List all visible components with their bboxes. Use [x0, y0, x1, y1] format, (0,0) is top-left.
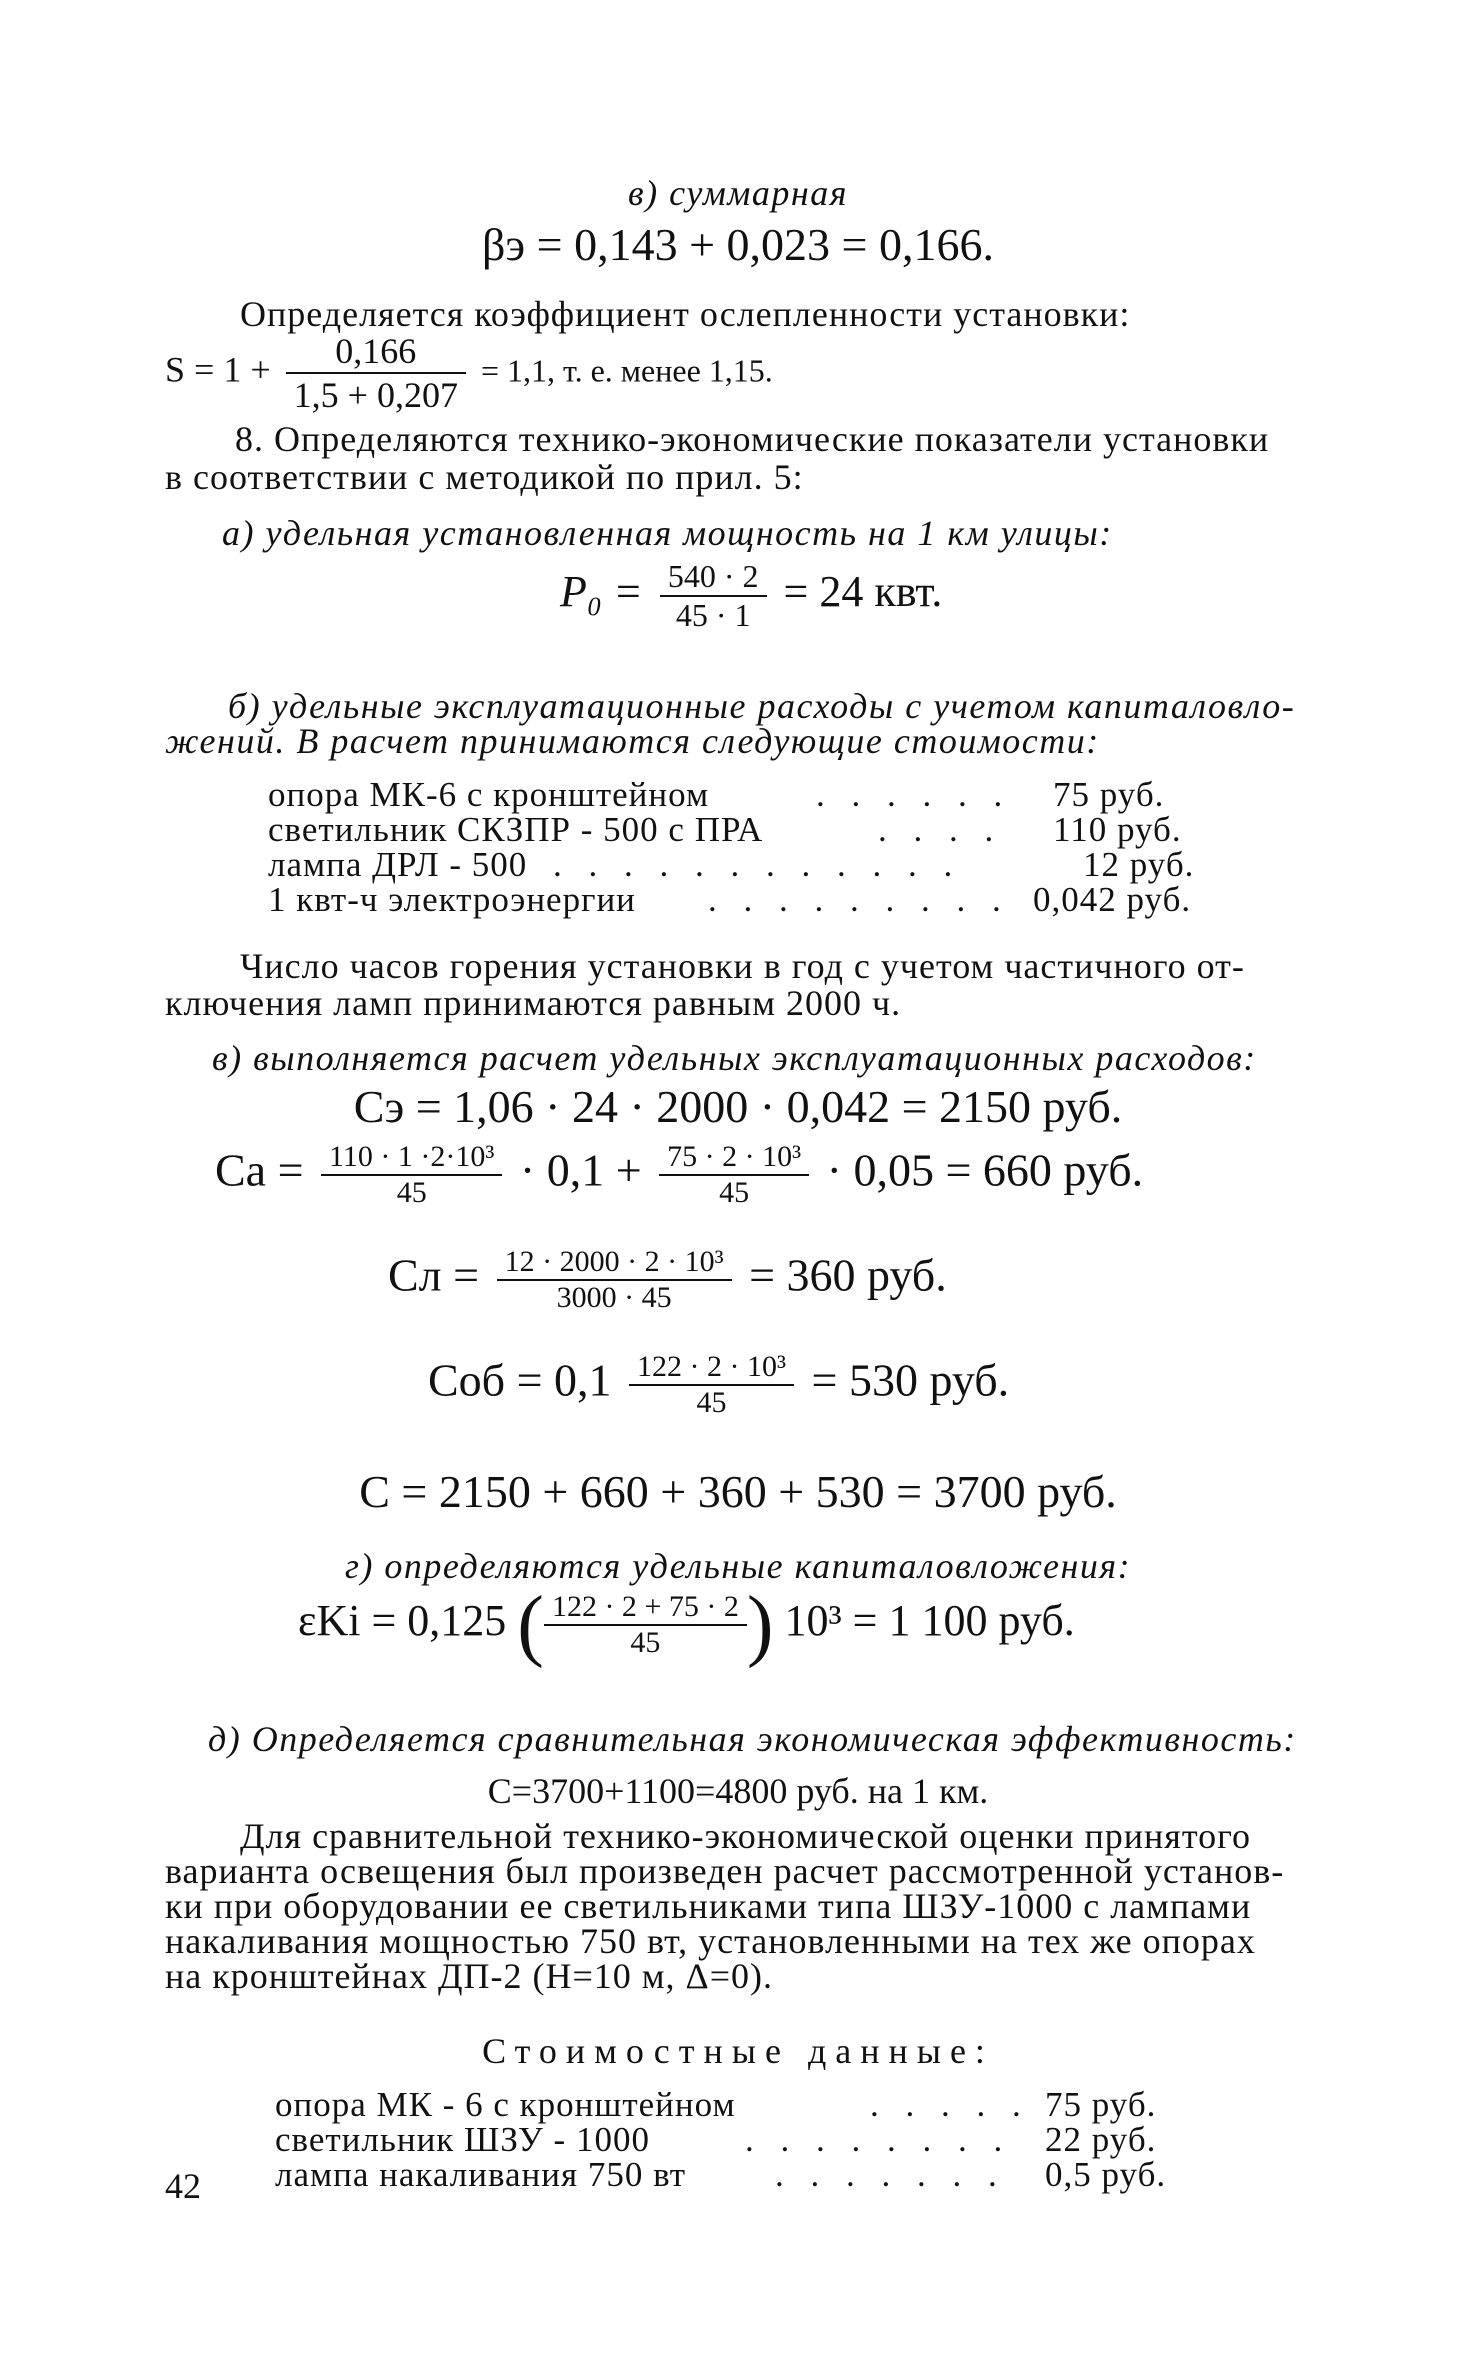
alt-paragraph-line-2: ки при оборудовании ее светильниками типа ШЗУ-1000 с лампами: [165, 1886, 1252, 1926]
power-lhs: P₀ =: [560, 567, 643, 617]
heading-b-line2: жений. В расчет принимаются следующие стоимости:: [165, 721, 1100, 761]
hours-line1: Число часов горения установки в год с учетом частичного от-: [240, 946, 1245, 986]
glare-fraction: [286, 330, 466, 416]
cost-dots: . . . .: [878, 810, 1003, 849]
power-denominator: 45 · 1: [660, 595, 767, 634]
cost-data-heading: Стоимостные данные:: [482, 2031, 994, 2071]
glare-numerator: 0,166: [335, 331, 417, 371]
glare-denominator: 1,5 + 0,207: [286, 372, 466, 416]
power-rhs: = 24 квт.: [783, 567, 943, 617]
cost-dots: . . . . .: [870, 2085, 1030, 2124]
cl-formula: [388, 1245, 947, 1315]
cost-label: 1 квт-ч электроэнергии: [268, 880, 636, 919]
c-total-formula: C = 2150 + 660 + 360 + 530 = 3700 руб.: [359, 1466, 1117, 1517]
ek-rhs: 10³ = 1 100 руб.: [784, 1596, 1075, 1646]
cob-lhs: Cоб = 0,1: [428, 1354, 612, 1406]
ca-fraction-2: [659, 1140, 809, 1210]
cost-dots: . . . . . . . . .: [708, 880, 1010, 919]
ca-num-1: 110 · 1 ·2·10³: [329, 1140, 495, 1173]
glare-rhs: = 1,1, т. е. менее 1,15.: [480, 352, 773, 389]
cl-denominator: 3000 · 45: [497, 1279, 732, 1315]
cost-dots: . . . . . .: [816, 775, 1012, 814]
heading-b-line1: б) удельные эксплуатационные расходы с учетом капиталовло-: [228, 686, 1296, 726]
heading-a: а) удельная установленная мощность на 1 км улицы:: [222, 513, 1113, 553]
power-formula: [560, 558, 942, 634]
right-paren: ): [746, 1581, 774, 1669]
glare-intro: Определяется коэффициент ослепленности установки:: [240, 294, 1131, 334]
ca-num-2: 75 · 2 · 10³: [667, 1140, 802, 1173]
cost-value: 75 руб.: [1045, 2085, 1157, 2124]
item8-line1: 8. Определяются технико-экономические показатели установки: [235, 419, 1270, 459]
ca-den-2: 45: [659, 1174, 809, 1210]
ce-formula: Cэ = 1,06 · 24 · 2000 · 0,042 = 2150 руб.: [353, 1081, 1123, 1132]
glare-lhs: S = 1 +: [165, 349, 271, 390]
ek-formula: [298, 1581, 1075, 1669]
heading-g: г) определяются удельные капиталовложения:: [344, 1546, 1132, 1586]
ek-fraction: [544, 1590, 747, 1660]
cost-label: опора МК-6 с кронштейном: [268, 775, 710, 814]
ek-lhs: εKi = 0,125: [298, 1596, 507, 1646]
alt-paragraph-line-0: Для сравнительной технико-экономической оценки принятого: [240, 1816, 1251, 1856]
heading-d: д) Определяется сравнительная экономическая эффективность:: [208, 1719, 1297, 1759]
cost-label: светильник ШЗУ - 1000: [275, 2120, 650, 2159]
cob-denominator: 45: [629, 1384, 794, 1420]
cost-label: лампа накаливания 750 вт: [275, 2155, 687, 2194]
ek-numerator: 122 · 2 + 75 · 2: [551, 1590, 739, 1623]
cob-fraction: [629, 1350, 794, 1420]
beta-formula: βэ = 0,143 + 0,023 = 0,166.: [482, 219, 994, 270]
cost-value: 110 руб.: [1053, 810, 1182, 849]
power-numerator: 540 · 2: [667, 558, 759, 594]
alt-paragraph-line-4: на кронштейнах ДП-2 (H=10 м, Δ=0).: [165, 1956, 773, 1996]
left-paren: (: [517, 1581, 544, 1669]
cost-value: 0,5 руб.: [1045, 2155, 1167, 2194]
heading-v-calc: в) выполняется расчет удельных эксплуатационных расходов:: [212, 1038, 1257, 1078]
heading-summary: в) суммарная: [628, 173, 848, 213]
cost-label: опора МК - 6 с кронштейном: [275, 2085, 736, 2124]
cost-dots: . . . . . . .: [775, 2155, 1006, 2194]
cl-lhs: Cл =: [388, 1249, 480, 1301]
ek-denominator: 45: [544, 1624, 747, 1660]
cost-label: лампа ДРЛ - 500: [268, 845, 528, 884]
cl-rhs: = 360 руб.: [749, 1249, 947, 1301]
ca-rhs: · 0,05 = 660 руб.: [826, 1144, 1144, 1196]
alt-paragraph-line-1: варианта освещения был произведен расчет рассмотренной установ-: [165, 1851, 1285, 1891]
cost-dots: . . . . . . . .: [745, 2120, 1012, 2159]
cost-value: 22 руб.: [1045, 2120, 1157, 2159]
cost-dots: . . . . . . . . . . . .: [553, 845, 962, 884]
page-number: 42: [165, 2166, 201, 2206]
item8-line2: в соответствии с методикой по прил. 5:: [165, 457, 804, 497]
ca-lhs: Cа =: [215, 1144, 304, 1196]
cob-numerator: 122 · 2 · 10³: [637, 1350, 787, 1383]
alt-paragraph-line-3: накаливания мощностью 750 вт, установленными на тех же опорах: [165, 1921, 1256, 1961]
cost-value: 75 руб.: [1053, 775, 1165, 814]
ca-fraction-1: [321, 1140, 502, 1210]
cost-value: 0,042 руб.: [1033, 880, 1192, 919]
glare-formula: [165, 330, 773, 416]
cl-fraction: [497, 1245, 732, 1315]
cl-numerator: 12 · 2000 · 2 · 10³: [504, 1245, 724, 1278]
comparison-line: C=3700+1100=4800 руб. на 1 км.: [487, 1771, 989, 1811]
cob-formula: [428, 1350, 1009, 1420]
power-fraction: [660, 558, 767, 634]
hours-line2: ключения ламп принимаются равным 2000 ч.: [165, 983, 902, 1023]
cost-label: светильник СКЗПР - 500 с ПРА: [268, 810, 764, 849]
cost-value: 12 руб.: [1083, 845, 1195, 884]
ca-mid: · 0,1 +: [519, 1144, 642, 1196]
ca-formula: [215, 1140, 1143, 1210]
cob-rhs: = 530 руб.: [811, 1354, 1010, 1406]
ca-den-1: 45: [321, 1174, 502, 1210]
